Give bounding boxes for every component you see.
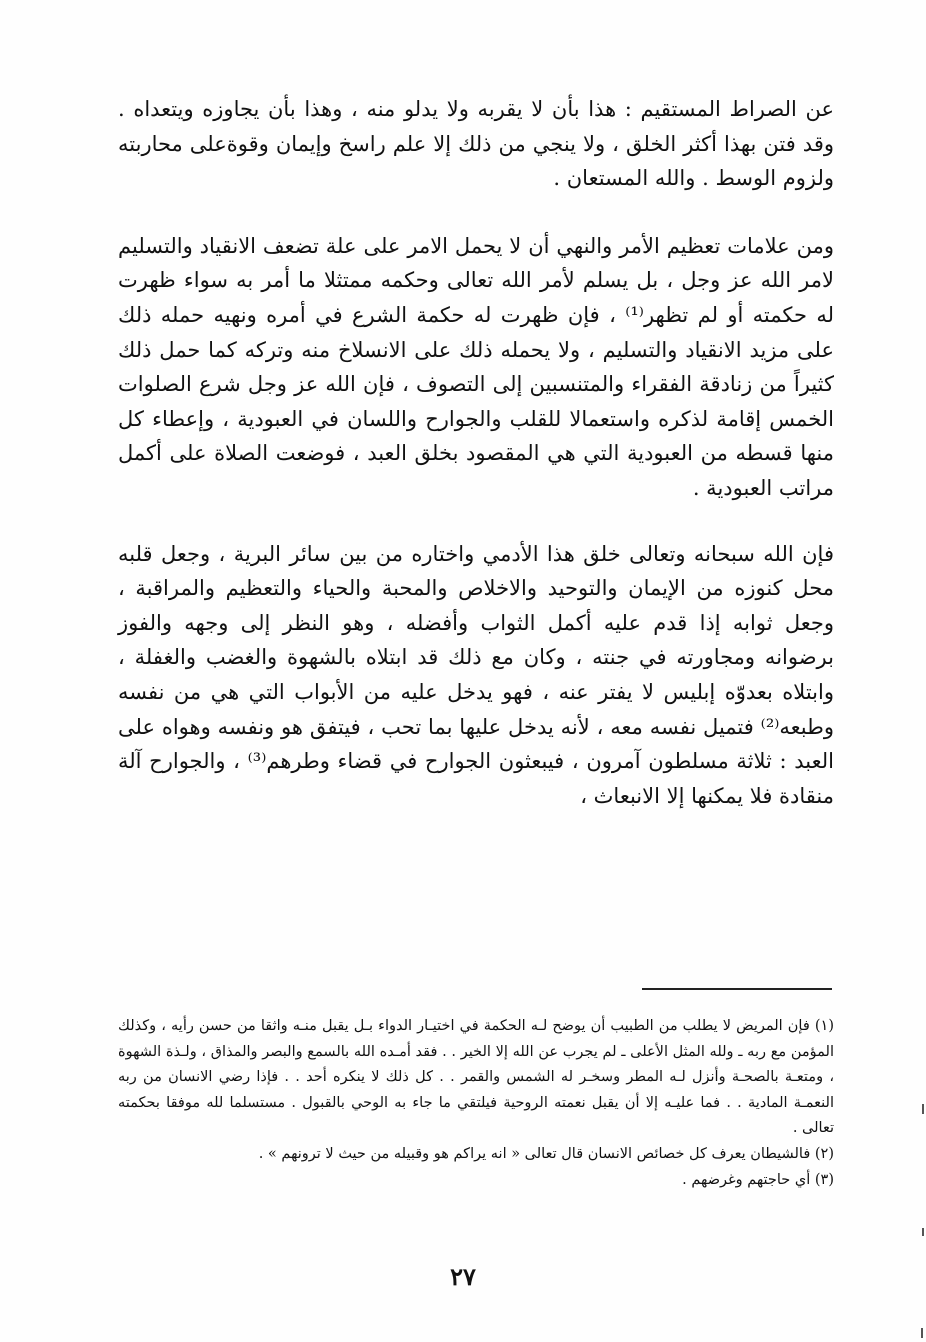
- page-number: ٢٧: [450, 1262, 476, 1291]
- main-text: [118, 92, 834, 813]
- footnotes: [118, 1014, 834, 1193]
- footnote-1: (١) فإن المريض لا يطلب من الطبيب أن يوضح لـه الحكمة في اختيـار الدواء بـل يقبل منـه واثقا من حسن رأيه ، وكذلك المؤمن مع ربه ـ ولله المثل الأعلى ـ لم يجرب عن الله إلا الخير . . فقد أمـده الله بالسمع والبصر والمذاق ، ولـذة الشهوة ، ومتعـة بالصحـة وأنزل لـه المطر وسخـر له الشمس والقمر . . كل ذلك لا ينكره أحد . . فإذا رضي الانسان من ربه النعمـة المادية . . فما عليـه إلا أن يقبل نعمته الروحية فيلتقي ما جاء به الوحي بالقبول . مستسلما لله موفقا بحكمته تعالى .: [118, 1018, 834, 1137]
- scan-artifact-mark: [922, 1104, 924, 1114]
- scan-artifact-mark: [922, 1228, 924, 1236]
- scan-artifact-mark: [921, 1328, 923, 1338]
- footnote-3: (٣) أي حاجتهم وغرضهم .: [682, 1171, 834, 1188]
- footnote-2: (٢) فالشيطان يعرف كل خصائص الانسان قال تعالى « انه يراكم هو وقبيله من حيث لا ترونهم » .: [258, 1145, 834, 1162]
- paragraph-spacer: [118, 506, 834, 537]
- paragraph-2: ومن علامات تعظيم الأمر والنهي أن لا يحمل الامر على علة تضعف الانقياد والتسليم لامر الله عز وجل ، بل يسلم لأمر الله تعالى وحكمه ممتثلا ما أمر به سواء ظهرت له حكمته أو لم تظهر⁽¹⁾ ، فإن ظهرت له حكمة الشرع في أمره ونهيه حمله ذلك على مزيد الانقياد والتسليم ، ولا يحمله ذلك على الانسلاخ منه وتركه كما حمل ذلك كثيراً من زنادقة الفقراء والمتنسبين إلى التصوف ، فإن الله عز وجل شرع الصلوات الخمس إقامة لذكره واستعمالا للقلب والجوارح واللسان في العبودية ، وإعطاء كل منها قسطه من العبودية التي هي المقصود بخلق العبد ، فوضعت الصلاة على أكمل مراتب العبودية .: [118, 233, 834, 500]
- paragraph-1: عن الصراط المستقيم : هذا بأن لا يقربه ولا يدلو منه ، وهذا بأن يجاوزه ويتعداه . وقد فتن بهذا أكثر الخلق ، ولا ينجي من ذلك إلا علم راسخ وإيمان وقوةعلى محاربته ولزوم الوسط . والله المستعان .: [118, 97, 834, 191]
- paragraph-spacer: [118, 196, 834, 229]
- paragraph-3: فإن الله سبحانه وتعالى خلق هذا الأدمي واختاره من بين سائر البرية ، وجعل قلبه محل كنوزه من الإيمان والتوحيد والاخلاص والمحبة والحياء والتعظيم والمراقبة ، وجعل ثوابه إذا قدم عليه أكمل الثواب وأفضله ، وهو النظر إلى وجهه والفوز برضوانه ومجاورته في جنته ، وكان مع ذلك قد ابتلاه بالشهوة والغضب والغفلة ، وابتلاه بعدوّه إبليس لا يفتر عنه ، فهو يدخل عليه من الأبواب التي هي من نفسه وطبعه⁽²⁾ فتميل نفسه معه ، لأنه يدخل عليها بما تحب ، فيتفق هو ونفسه وهواه على العبد : ثلاثة مسلطون آمرون ، فيبعثون الجوارح في قضاء وطرهم⁽³⁾ ، والجوارح آلة منقادة فلا يمكنها إلا الانبعاث ،: [118, 541, 834, 808]
- footnote-separator: [642, 988, 832, 990]
